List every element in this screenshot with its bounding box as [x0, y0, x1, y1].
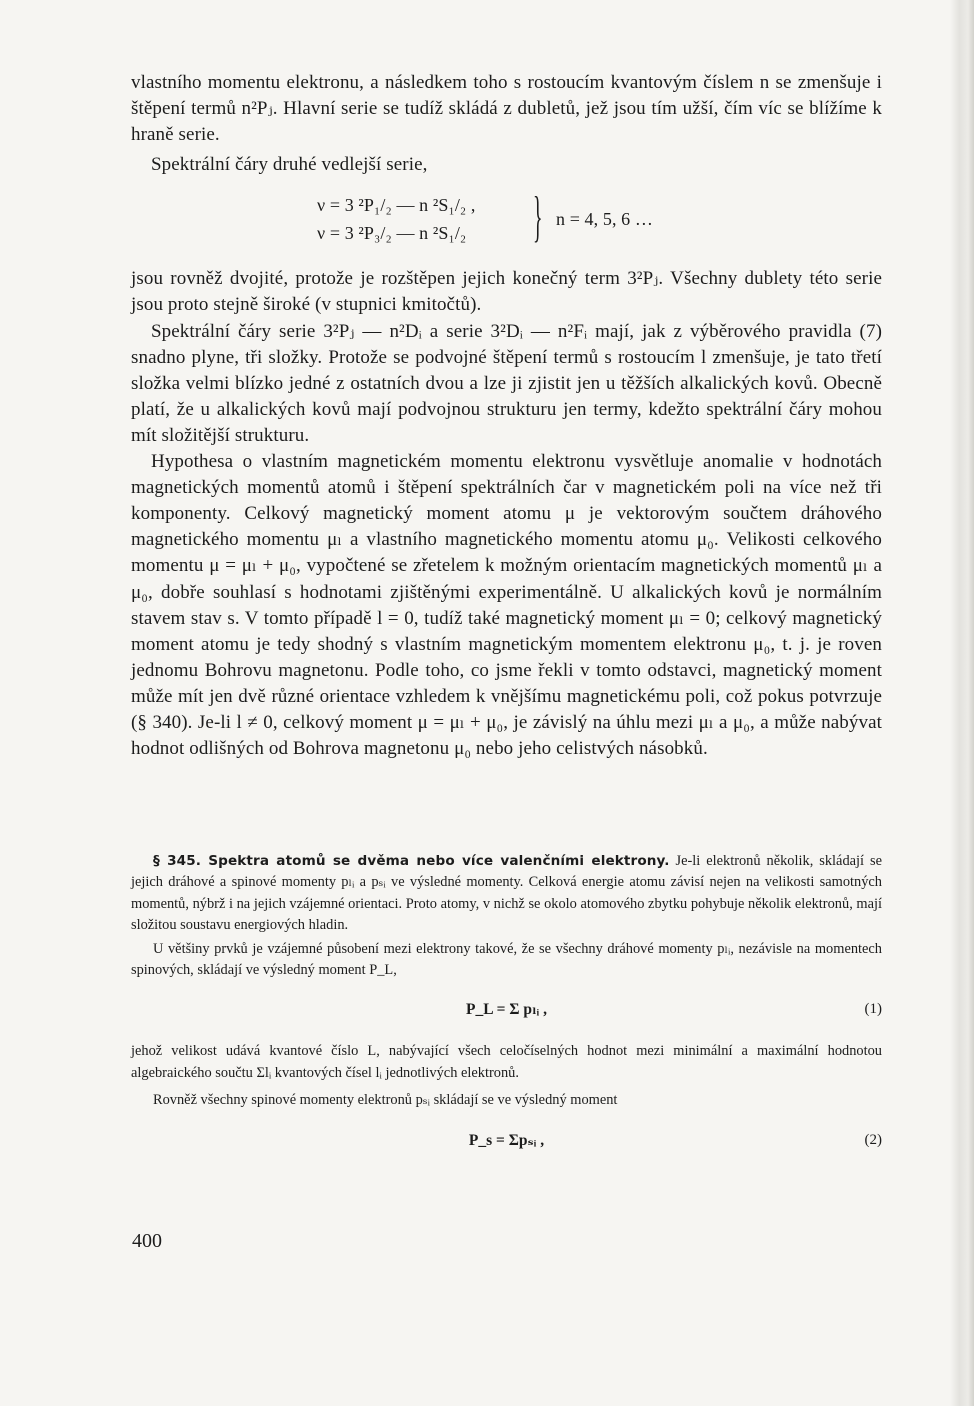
paragraph-5: Hypothesa o vlastním magnetickém momentu elektronu vysvětluje anomalie v hodnotách magnetických momentů atomů i štěpení spektrálních čar v magnetickém poli na více než tři komponenty. Celkový magnetický moment atomu μ je vektorovým součtem dráhového magnetického momentu μₗ a vlastního magnetického momentu atomu μ₀. Velikosti celkového momentu μ = μₗ + μ₀, vypočtené se zřetelem k možným orientacím magnetických momentů μₗ a μ₀, dobře souhlasí s hodnotami zjištěnými experimentálně. U alkalických kovů je normálním stavem stav s. V tomto případě l = 0, tudíž také magnetický moment μₗ = 0; celkový magnetický moment atomu je tedy shodný s vlastním magnetickým momentem elektronu μ₀, t. j. je roven jednomu Bohrovu magnetonu. Podle toho, co jsme řekli v tomto odstavci, magnetický moment může mít jen dvě různé orientace vzhledem k vnějšímu magnetickému poli, což pokus potvrzuje (§ 340). Je-li l ≠ 0, celkový moment μ = μₗ + μ₀, je závislý na úhlu mezi μₗ a μ₀, a může nabývat hodnot odlišných od Bohrova magnetonu μ₀ nebo jeho celistvých násobků.	[131, 451, 882, 760]
equation-line-2: ν = 3 ²P₃/₂ — n ²S₁/₂	[317, 223, 467, 244]
equation-2-number: (2)	[864, 1131, 882, 1148]
equation-1: P_L = Σ pₗᵢ ,	[466, 1001, 547, 1019]
page-binding-shadow	[950, 0, 974, 1406]
section-heading: § 345. Spektra atomů se dvěma nebo více valenčními elektrony.	[153, 853, 670, 869]
series-equations	[131, 184, 882, 256]
paragraph-4: Spektrální čáry serie 3²Pⱼ — n²Dᵢ a serie 3²Dᵢ — n²Fᵢ mají, jak z výběrového pravidla (7) snadno plyne, tři složky. Protože se podvojné štěpení termů s rostoucím l zmenšuje, je tato třetí složka velmi blízko jedné z ostatních dvou a lze ji zjistit jen u těžších alkalických kovů. Obecně platí, že u alkalických kovů mají podvojnou strukturu jen termy, kdežto spektrální čáry mohou mít složitější strukturu.	[131, 320, 882, 446]
section-paragraph-4: Rovněž všechny spinové momenty elektronů pₛᵢ skládají se ve výsledný moment	[153, 1092, 618, 1109]
curly-brace: }	[533, 186, 543, 249]
main-text	[131, 70, 882, 762]
paragraph-1: vlastního momentu elektronu, a následkem toho s rostoucím kvantovým číslem n se zmenšuje i štěpení termů n²Pⱼ. Hlavní serie se tudíž skládá z dubletů, jež jsou tím užší, čím víc se blížíme k hraně serie.	[131, 72, 882, 146]
section-345	[131, 851, 882, 1172]
section-paragraph-2: U většiny prvků je vzájemné působení mezi elektrony takové, že se všechny dráhové momenty pₗᵢ, nezávisle na momentech spinových, skládají ve výsledný moment P_L,	[131, 940, 882, 979]
equation-line-1: ν = 3 ²P₁/₂ — n ²S₁/₂ ,	[317, 195, 476, 216]
equation-1-number: (1)	[864, 1001, 882, 1018]
equation-2-row	[131, 1112, 882, 1172]
paragraph-2: Spektrální čáry druhé vedlejší serie,	[151, 154, 428, 176]
equation-1-row	[131, 981, 882, 1041]
equation-2: P_s = Σpₛᵢ ,	[468, 1131, 545, 1149]
page-number: 400	[132, 1230, 162, 1252]
n-range: n = 4, 5, 6 …	[556, 209, 653, 230]
section-paragraph-3: jehož velikost udává kvantové číslo L, nabývající všech celočíselných hodnot mezi minimální a maximální hodnotou algebraického součtu Σlᵢ kvantových čísel lᵢ jednotlivých elektronů.	[131, 1043, 882, 1081]
paragraph-3: jsou rovněž dvojité, protože je rozštěpen jejich konečný term 3²Pⱼ. Všechny dublety této serie jsou proto stejně široké (v stupnici kmitočtů).	[131, 268, 882, 316]
section-paragraph-1: Je-li elektronů několik, skládají se jejich dráhové a spinové momenty pₗᵢ a pₛᵢ ve výsledné momenty. Celková energie atomu závisí nejen na velikosti samotných momentů, nýbrž i na jejich vzájemné orientaci. Proto atomy, v nichž se okolo atomového zbytku pohybuje několik elektronů, mají složitou soustavu energiových hladin.	[131, 853, 882, 934]
